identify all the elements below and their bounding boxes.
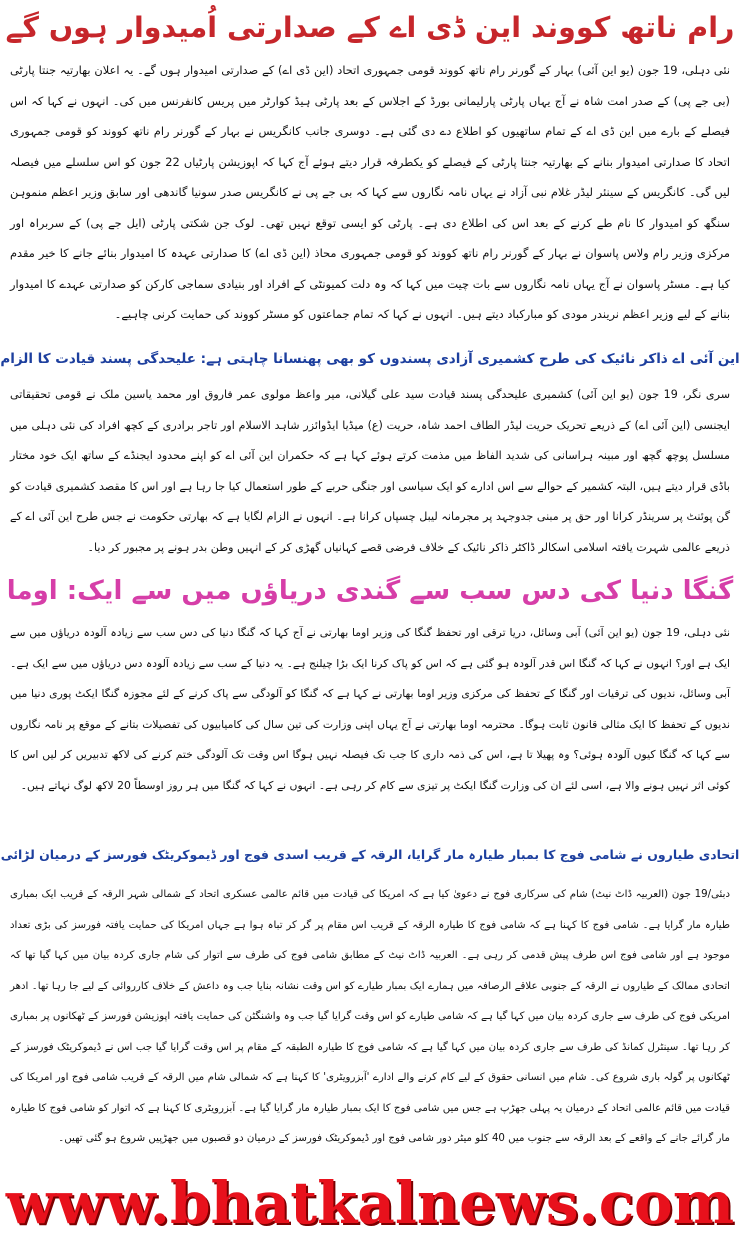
article-3-body: نئی دہلی، 19 جون (یو این آئی) آبی وسائل، دریا ترقی اور تحفظ گنگا کی وزیر اوما بھارتی نے آج کہا کہ گنگا دنیا کی دس سب سے زیادہ آلودہ دریاؤں میں سے ایک ہے اور؟ انہوں نے کہا کہ گنگا اس قدر آلودہ ہو گئی ہے کہ اس کو پاک کرنا ایک بڑا چیلنج ہے۔ یہ دنیا کے سب سے زیادہ آلودہ دس دریاؤں میں سے ایک ہے۔ آبی وسائل، ندیوں کی ترقیات اور گنگا کے تحفظ کی مرکزی وزیر اوما بھارتی نے کہا ہے کہ گنگا کو آلودگی سے پاک کرنے کے لئے مجوزہ گنگا ایکٹ پوری دنیا میں ندیوں کے تحفظ کا ایک مثالی قانون ثابت ہوگا۔ محترمہ اوما بھارتی نے آج یہاں اپنی وزارت کی تین سال کی کامیابیوں کی تفصیلات بتانے کے موقع پر نامہ نگاروں سے کہا کہ گنگا کیوں آلودہ ہوئی؟ وہ پھیلا تا ہے، اس کی ذمہ داری کا جب تک فیصلہ نہیں ہوگا اس وقت تک آلودگی ختم کرنے کی لاکھ تدبیریں کر لیں اس کا کوئی اثر نہیں ہونے والا ہے، اسی لئے ان کی وزارت گنگا ایکٹ پر تیزی سے کام کر رہی ہے۔ انہوں نے کہا کہ گنگا میں ہر روز اوسطاً 20 لاکھ لوگ نہاتے ہیں۔ xyxy=(10,626,730,792)
article-1-body: نئی دہلی، 19 جون (یو این آئی) بہار کے گورنر رام ناتھ کووند قومی جمہوری اتحاد (این ڈی اے) کے صدارتی امیدوار ہوں گے۔ یہ اعلان بھارتیہ جنتا پارٹی (بی جے پی) کے صدر امت شاہ نے آج یہاں پارٹی پارلیمانی بورڈ کے اجلاس کے بعد پارٹی ہیڈ کوارٹر میں پریس کانفرنس میں کی۔ انہوں نے کہا کہ اس فیصلے کے بارے میں این ڈی اے کے تمام ساتھیوں کو اطلاع دے دی گئی ہے۔ دوسری جانب کانگریس نے بہار کے گورنر رام ناتھ کووند کو قومی جمہوری اتحاد کا صدارتی امیدوار بنانے کے بھارتیہ جنتا پارٹی کے فیصلے کو یکطرفہ قرار دیتے ہوئے آج کہا کہ اپوزیشن پارٹیاں 22 جون کو اس سلسلے میں فیصلہ لیں گی۔ کانگریس کے سینئر لیڈر غلام نبی آزاد نے یہاں نامہ نگاروں سے کہا کہ بی جے پی نے کانگریس صدر سونیا گاندھی اور سابق وزیر اعظم منموہن سنگھ کو امیدوار کا نام طے کرنے کے بعد اس کی اطلاع دی ہے۔ پارٹی کو ایسی توقع نہیں تھی۔ لوک جن شکتی پارٹی (ایل جے پی) کے سربراہ اور مرکزی وزیر رام ولاس پاسوان نے بہار کے گورنر رام ناتھ کووند کو قومی جمہوری محاذ (این ڈی اے) کا صدارتی عہدہ کا امیدوار بنائے جانے کا خیر مقدم کیا ہے۔ مسٹر پاسوان نے آج یہاں نامہ نگاروں سے بات چیت میں کہا کہ وہ دلت کمیونٹی کے افراد اور بنیادی سماجی کارکن کو صدارتی عہدے کا امیدوار بنانے کے لیے وزیر اعظم نریندر مودی کو مبارکباد دیتے ہیں۔ انہوں نے کہا کہ تمام جماعتوں کو مسٹر کووند کی حمایت کرنی چاہیے۔ xyxy=(10,63,731,321)
article-1-headline: رام ناتھ کووند این ڈی اے کے صدارتی اُمیدوار ہوں گے xyxy=(5,11,735,44)
site-watermark: www.bhatkalnews.com xyxy=(5,1169,735,1237)
article-3-headline: گنگا دنیا کی دس سب سے گندی دریاؤں میں سے ایک: اوما xyxy=(6,576,734,606)
article-2-body: سری نگر، 19 جون (یو این آئی) کشمیری علیحدگی پسند قیادت سید علی گیلانی، میر واعظ مولوی عمر فاروق اور محمد یاسین ملک نے قومی تحقیقاتی ایجنسی (این آئی اے) کے ذریعے تحریک حریت لیڈر الطاف احمد شاہ، حریت (ع) میڈیا ایڈوائزر شاہد الاسلام اور تاجر برادری کے کچھ افراد کی نئی دہلی میں مسلسل پوچھ گچھ اور مبینہ ہراسانی کی شدید الفاظ میں مذمت کرتے ہوئے کہا ہے کہ حکمران این آئی اے کو اپنے محدود ایجنڈے کے ساتھ ایک خود مختار باڈی قرار دیتے ہیں، البتہ کشمیر کے حوالے سے اس ادارے کو ایک سیاسی اور جنگی حربے کے طور استعمال کیا جا رہا ہے اور اس کا مقصد کشمیری قیادت کو گن پوئنٹ پر سرینڈر کرانا اور حق پر مبنی جدوجہد پر مجرمانہ لیبل چسپاں کرانا ہے۔ انہوں نے الزام لگایا ہے کہ بھارتی حکومت نے جس طرح این آئی اے کے ذریعے عالمی شہرت یافتہ اسلامی اسکالر ڈاکٹر ذاکر نائیک کے خلاف فرضی قصے کہانیاں گھڑی کر کے انہیں وطن بدر ہونے پر مجبور کر دیا۔ xyxy=(10,388,730,554)
article-4-body: دبئی/19 جون (العربیہ ڈاٹ نیٹ) شام کی سرکاری فوج نے دعویٰ کیا ہے کہ امریکا کی قیادت میں قائم عالمی عسکری اتحاد کے شمالی شہر الرقہ کے قریب ایک بمباری طیارہ مار گرایا ہے۔ شامی فوج کا کہنا ہے کہ شامی فوج کا طیارہ الرقہ کے قریب اس مقام پر گر کر تباہ ہوا ہے جہاں امریکا کی حمایت یافتہ فورسز کی بڑی تعداد موجود ہے اور شامی فوج اس طرف پیش قدمی کر رہی ہے۔ العربیہ ڈاٹ نیٹ کے مطابق شامی فوج کی طرف سے اتوار کی شام جاری کردہ بیان میں کہا گیا تھا کہ اتحادی ممالک کے طیاروں نے الرقہ کے جنوبی علاقے الرصافہ میں ہمارے ایک بمبار طیارے کو اس وقت نشانہ بنایا جب وہ داعش کے خلاف کارروائی کے لیے جا رہا تھا۔ ادھر امریکی فوج کی طرف سے جاری کردہ بیان میں کہا گیا ہے کہ شامی طیارے کو اس وقت گرایا گیا جب وہ واشنگٹن کی حمایت یافتہ اپوزیشن فورسز کے ٹھکانوں پر بمباری کر رہا تھا۔ سینٹرل کمانڈ کی طرف سے جاری کردہ بیان میں کہا گیا ہے کہ شامی فوج کا طیارہ الطبقہ کے مقام پر اس وقت گرایا گیا جب اس نے ڈیموکریٹک فورسز کے ٹھکانوں پر گولہ باری شروع کی۔ شام میں انسانی حقوق کے لیے کام کرنے والے ادارے 'آبزرویٹری' کا کہنا ہے کہ شمالی شام میں الرقہ کے قریب شامی فوج اور امریکا کی قیادت میں قائم عالمی اتحاد کے درمیان یہ پہلی جھڑپ ہے جس میں شامی فوج کا ایک بمبار طیارہ مار گرایا گیا ہے۔ آبزرویٹری کا کہنا ہے کہ اتوار کو شامی فوج کا طیارہ مار گرائے جانے کے واقعے کے بعد الرقہ سے جنوب میں 40 کلو میٹر دور شامی فوج اور ڈیموکریٹک فورسز کے درمیان دو قصبوں میں جھڑپیں شروع ہو گئی تھیں۔ xyxy=(10,889,730,1144)
article-4-headline: اتحادی طیاروں نے شامی فوج کا بمبار طیارہ مار گرایا، الرقہ کے قریب اسدی فوج اور ڈیموکریٹک فورسز کے درمیان لڑائی xyxy=(0,847,740,862)
article-2-headline: این آئی اے ذاکر نائیک کی طرح کشمیری آزادی پسندوں کو بھی پھنسانا چاہتی ہے: علیحدگی پسند قیادت کا الزام xyxy=(0,351,740,367)
